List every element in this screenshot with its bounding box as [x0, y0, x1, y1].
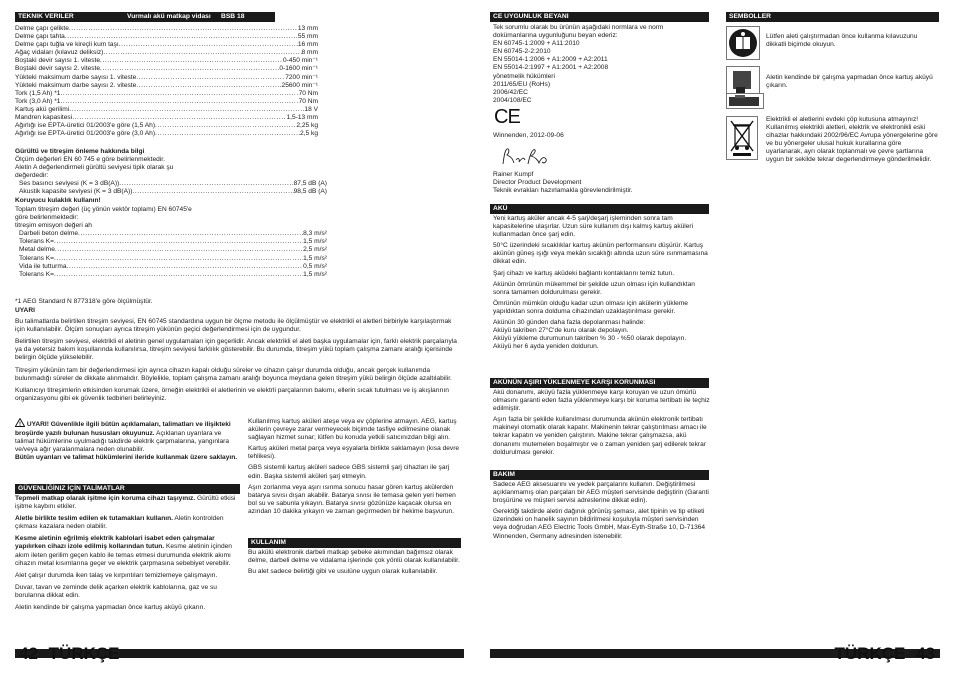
crossed-bin-icon — [726, 116, 758, 160]
data-row — [19, 255, 327, 263]
data-row — [15, 57, 318, 65]
text-line: dokümanlarına uygunluğunu beyan ederiz: — [493, 32, 618, 40]
text-line: Teknik evrakları hazırlamakla görevlendirilmiştir. — [493, 187, 633, 195]
safety-instruction — [15, 584, 241, 600]
dot-leader — [65, 33, 298, 41]
text-line: Rainer Kumpf — [493, 171, 534, 178]
row-label: Ağırlığı ise EPTA-üretici 01/2003'e göre (3,0 Ah) — [15, 130, 156, 138]
warning-triangle-icon — [15, 418, 25, 430]
text-line: Director Product Development — [493, 179, 582, 187]
text-line: 50°C üzerindeki sıcaklıklar kartuş akünün performansını düşürür. Kartuş akünün güneş ışığı veya mekân sıcaklığı altında uzun süre ısınmamasına dikkat edin. — [493, 242, 708, 266]
read-manual-icon — [726, 26, 760, 60]
data-row — [19, 271, 327, 279]
text-line: Ömrünün mümkün olduğu kadar uzun olması için akülerin yükleme yapıldıktan sonra dolduma cihazından uzaklaştırılması gerekir. — [493, 299, 688, 315]
dot-leader — [60, 90, 298, 98]
overload-text — [493, 389, 711, 460]
row-value: 1,5-13 mm — [286, 114, 318, 122]
text-line: Sadece AEG aksesuarını ve yedek parçalarını kullanın. Değiştirilmesi açıklanmamış olan parçaları bir AEG müşteri servisinde değiştirin (Garanti broşürüne ve müşteri servisi adreslerine dikkat edin). — [493, 481, 709, 505]
noise-table — [15, 180, 327, 196]
safety-instruction — [15, 572, 241, 580]
row-value: 1,5 m/s² — [303, 270, 327, 278]
dot-leader — [67, 263, 304, 271]
safety-instructions-header: GÜVENLİĞİNIZ İÇİN TALİMATLAR — [15, 484, 240, 494]
row-value: 87,5 dB (A) — [293, 180, 327, 188]
usage-text — [248, 549, 462, 579]
text-line: Belirtilen titreşim seviyesi, elektrikli el aletinin genel uygulamaları için geçerlidir. Ancak elektrikli el aleti başka uygulamalar için, farklı elektrik parçalarıyla ya da yetersiz bakım koşullarında kullanılırsa, titreşim seviyesi farklılık gösterebilir. Bu durumda, titreşim yükü toplam çalışma zamanı aralığı içerisinde belirgin ölçüde yükselebilir. — [15, 338, 457, 362]
dot-leader — [132, 188, 293, 196]
dot-leader — [119, 41, 298, 49]
row-label: Delme çapı tuğla ve kireçli kum taşı — [15, 41, 119, 49]
vibration-table — [15, 230, 327, 279]
text-line: Yeni kartuş aküler ancak 4-5 şarj/deşarj işleminden sonra tam kapasitelerine ulaşırlar. Uzun süre kullanım dışı kalmış kartuş aküleri kullanmadan önce şarj edin. — [493, 215, 694, 239]
data-row — [19, 180, 327, 188]
signer-block — [493, 171, 713, 195]
data-row — [15, 82, 318, 90]
text-line: yönetmelik hükümleri — [493, 72, 555, 80]
row-label: Tork (3,0 Ah) *1 — [15, 97, 61, 105]
text-line: Aletin A değerlendirmeli gürültü seviyesi tipik olarak şu — [15, 164, 174, 172]
data-row — [19, 246, 327, 254]
language-right: TÜRKÇE — [834, 644, 906, 663]
row-value: 1,5 m/s² — [303, 238, 327, 246]
text-line: göre belirlenmektedir: — [15, 214, 79, 222]
left-footer-label — [19, 645, 120, 663]
row-label: Vida ile tutturma — [19, 262, 67, 270]
safety-warning — [15, 418, 241, 462]
data-row — [19, 263, 327, 271]
row-label: Metal delme — [19, 246, 55, 254]
signature — [500, 146, 552, 171]
page-number-right: 43 — [916, 644, 935, 663]
text-line: EN 60745-2-2:2010 — [493, 48, 551, 56]
text-line: Gerektiği takdirde aletin dağınık görünüş şeması, alet tipinin ve tip etiketi üzerindeki on hanelik sayının bildirilmesi koşuluyla müşteri servisinden veya doğrudan AEG Electric Tools GmbH, Max-Eyth-Straße 10, D-71364 Winnenden, Germany adresinden istenebilir. — [493, 508, 706, 540]
row-label: Boştaki devir sayısı 1. viteste — [15, 57, 101, 65]
dot-leader — [100, 57, 283, 65]
safety-instruction — [15, 495, 241, 511]
symbol-disposal-text: Elektrikli el aletlerini evdeki çöp kutusuna atmayınız! Kullanılmış elektrikli aletleri, elektrik ve elektronikli eski cihazlar hakkındaki 2002/96/EC Avrupa yönergelerine göre ve bu yönergeler ulusal hukuk kurallarına göre uyarlanarak, ayrı olarak toplanmalı ve çevre şartlarına uygun bir sekilde tekrar degerlendirmeye gönderilmelidir. — [766, 116, 938, 164]
text-line: Ölçüm değerleri EN 60 745 e göre belirlenmektedir. — [15, 156, 165, 164]
safety-instructions — [15, 495, 241, 616]
instruction-text: Aletin kontrolden çıkması kazalara neden olabilir. — [15, 515, 224, 531]
row-label: Tork (1,5 Ah) *1 — [15, 89, 61, 97]
data-row — [15, 90, 318, 98]
data-row — [15, 49, 318, 57]
dot-leader — [155, 130, 300, 138]
row-value: 2,5 m/s² — [303, 246, 327, 254]
text-line: Bu alet sadece belirtiği gibi ve usulüne uygun olarak kullanılabilir. — [248, 568, 438, 576]
dot-leader — [155, 122, 296, 130]
row-label: Ses basıncı seviyesi (K = 3 dB(A)) — [19, 180, 120, 188]
data-row — [15, 25, 318, 33]
warning-title: UYARI — [15, 307, 35, 314]
instruction-bold: Aletle birlikte teslim edilen ek tutamakları kullanın. — [15, 515, 173, 523]
row-label: Yükteki maksimum darbe sayısı 1. viteste — [15, 73, 137, 81]
text-line: Akünün 30 günden daha fazla depolanması halinde: Aküyü takriben 27°C'de kuru olarak depolayın. Aküyü yükleme durumunun takriben % 30 - %50 olarak depolayın. Aküyü her 6 ayda yeniden doldurun. — [493, 319, 687, 351]
safety-instruction — [15, 604, 241, 612]
symbol-read-manual-text: Lütfen aleti çalıştırmadan önce kullanma kılavuzunu dikkatli biçimde okuyun. — [766, 33, 918, 49]
text-line: EN 55014-1:2006 + A1:2009 + A2:2011 — [493, 56, 608, 64]
dot-leader — [119, 180, 293, 188]
ce-declaration — [493, 24, 711, 105]
row-label: Delme çapı tahta — [15, 33, 65, 41]
row-label: Akustik kapasite seviyesi (K = 3 dB(A)) — [19, 188, 133, 196]
data-row — [15, 74, 318, 82]
data-row — [15, 65, 318, 73]
data-row — [15, 122, 318, 130]
row-value: 18 V — [304, 105, 318, 113]
row-label: Ağaç vidaları (kılavuz deliksiz) — [15, 49, 104, 57]
noise-title: Gürültü ve titreşim önleme hakkında bilgi — [15, 148, 145, 155]
row-label: Tolerans K= — [19, 270, 55, 278]
data-row — [15, 106, 318, 114]
text-line: GBS sistemli kartuş aküleri sadece GBS sistemli şarj cihazları ile şarj edin. Başka sistemli aküleri şarj etmeyin. — [248, 464, 450, 480]
data-row — [15, 130, 318, 138]
safety-instruction — [15, 515, 241, 531]
text-line: Aşırı fazla bir şekilde kullanılması durumunda akünün elektronik tertibatı makineyi otomatik olarak kapatır. Makinenin tekrar çalıştırılması amacı ile tekrar kapatın ve yeniden çalıştırın. Makine tekrar çalışmazsa, akü donanımı mutemelen boşalmıştır ve o zaman yeniden şarj edilerek tekrar doldurulması gerekir. — [493, 416, 707, 456]
battery-pack-icon — [726, 93, 764, 109]
row-label: Tolerans K= — [19, 238, 55, 246]
row-value: 2,25 kg — [296, 122, 318, 130]
ce-mark — [494, 107, 520, 127]
row-label: Mandren kapasitesi — [15, 114, 73, 122]
text-line: 2011/65/EU (RoHs) — [493, 80, 551, 88]
dot-leader — [72, 114, 286, 122]
data-row — [15, 98, 318, 106]
warning-section — [15, 307, 463, 407]
row-value: 8,3 m/s² — [303, 230, 327, 238]
dot-leader — [54, 238, 303, 246]
text-line: Kullanılmış kartuş aküleri ateşe veya ev çöplerine atmayın. AEG, kartuş akülerin çevreye zarar vermeyecek biçimde tasfiye edilmesine olanak sağlayan hizmet sunar; lütfen bu konuda yetkili satıcınızdan bilgi alın. — [248, 418, 457, 442]
vibration-intro — [15, 206, 327, 230]
row-value: 0-450 min⁻¹ — [283, 57, 318, 65]
safety-text: Açıklanan uyarılara ve talimat hükümlerine uyulmadığı takdirde elektrik çarpmalarına, yangınlara ve/veya ağır yaralanmalara neden olunabilir. — [15, 430, 230, 454]
row-label: Darbeli beton delme — [19, 230, 79, 238]
row-value: 0-1600 min⁻¹ — [279, 65, 318, 73]
language-left: TÜRKÇE — [48, 644, 120, 663]
tech-data-model: BSB 18 — [221, 13, 245, 20]
row-value: 7200 min⁻¹ — [285, 73, 318, 81]
warning-paragraphs — [15, 318, 463, 403]
dot-leader — [54, 271, 303, 279]
text-line: 2006/42/EC — [493, 88, 528, 96]
dot-leader — [54, 255, 303, 263]
row-value: 8 mm — [301, 49, 318, 57]
dot-leader — [60, 98, 298, 106]
tech-data-title: TEKNIK VERILER — [18, 13, 74, 20]
text-line: Toplam titreşim değeri (üç yönün vektör toplamı) EN 60745'e — [15, 206, 192, 213]
instruction-text: Kesme aletinin içinden akım ileten gerilim geçen kablo ile temas etmesi durumunda elektrik akımı cihazın metal kısımlarına geçer ve elektrik çarpmasına sebebiyet verebilir. — [15, 543, 232, 567]
row-label: Yükteki maksimum darbe sayısı 2. viteste — [15, 81, 137, 89]
row-label: Ağırlığı ise EPTA-üretici 01/2003'e göre (1,5 Ah) — [15, 122, 156, 130]
data-row — [19, 230, 327, 238]
dot-leader — [69, 106, 304, 114]
right-footer-label — [835, 645, 936, 663]
dot-leader — [136, 82, 281, 90]
dot-leader — [100, 65, 279, 73]
dot-leader — [103, 49, 301, 57]
row-value: 70 Nm — [298, 97, 318, 105]
tech-data-product: Vurmalı akü matkap vidası — [127, 13, 211, 20]
row-label: Boştaki devir sayısı 2. viteste — [15, 65, 101, 73]
page-number-left: 42 — [19, 644, 38, 663]
row-value: 0,5 m/s² — [303, 262, 327, 270]
row-value: 70 Nm — [298, 89, 318, 97]
text-line: Akünün ömrünün mükemmel bir şekilde uzun olması için kullandıktan sonra tamamen doldurulması gerekir. — [493, 280, 695, 296]
row-value: 2,5 kg — [300, 130, 318, 138]
row-value: 16 mm — [297, 41, 318, 49]
instruction-text: Duvar, tavan ve zeminde delik açarken elektrik kablolarına, gaz ve su borularına dikkat edin. — [15, 583, 217, 599]
maintenance-text — [493, 481, 711, 544]
usage-header: KULLANIM — [248, 538, 461, 548]
text-line: Akü donanımı, aküyü fazla yüklenmeye karşı koruyan ve uzun ömürlü olmasını garanti eden fazla yüklenmeye karşı bir koruma tertibatı ile teçhiz edilmiştir. — [493, 389, 710, 413]
svg-text:!: ! — [19, 421, 21, 427]
text-line: Kullanıcıyı titreşimlerin etkisinden korumak üzere, örneğin elektrikli el aletlerinin ve elektrli parçalarının bakımı, ellerin sıcak tutulması ve iş akışlarının organizasyonu gibi ek güvenlik tedbirleri belirleyiniz. — [15, 386, 449, 402]
dot-leader — [78, 230, 303, 238]
vibration-section — [15, 206, 327, 279]
ear-protection-note: Koruyucu kulaklık kullanın! — [15, 196, 101, 204]
battery-header: AKÜ — [490, 204, 709, 214]
text-line: EN 55014-2:1997 + A1:2001 + A2:2008 — [493, 64, 609, 72]
instruction-bold: Kesme aletinin eğrilmiş elektrik kablolari isabet eden çalışmalar yapılırken cihazı izole edilmiş kollarından tutun. — [15, 535, 215, 551]
instruction-text: Alet çalışır durumda iken talaş ve kırpıntıları temizlemeye çalışmayın. — [15, 571, 218, 579]
safety-bold-text: UYARI! Güvenlikle ilgili bütün açıklamaları, talimatları ve ilişikteki broşürde yazılı bulunan hususları okuyunuz. — [15, 421, 231, 438]
dot-leader — [69, 25, 298, 33]
row-value: 1,5 m/s² — [303, 254, 327, 262]
text-line: Aşırı zorlanma veya aşırı ısınma sonucu hasar gören kartuş akülerden batarya sıvısı dışarı akabilir. Batarya sıvısı ile temasa gelen yeri hemen bol su ve sabunla yıkayın. Batarya sıvısı gözünüze kaçacak olursa en azından 10 dakika yıkayın ve zaman geçirmeden bir hekime başvurun. — [248, 483, 456, 515]
row-value: 55 mm — [297, 33, 318, 41]
spec-table — [15, 25, 318, 138]
place-date: Winnenden, 2012-09-06 — [493, 132, 564, 139]
maintenance-header: BAKIM — [490, 470, 709, 480]
instruction-text: Aletin kendinde bir çalışma yapmadan önce kartuş aküyü çıkarın. — [15, 604, 206, 612]
text-line: Titreşim yükünün tam bir değerlendirmesi için ayrıca cihazın kapalı olduğu süreler ve cihazın çalışır durumda olduğu, ancak gerçek kullanımda bulunmadığı süreler de dikkate alınmalıdır. Böylelikle, toplam çalışma zamanı aralığı boyunca meydana gelen titreşim yükü belirgin ölçüde azaltılabilir. — [15, 366, 452, 382]
text-line: EN 60745-1:2009 + A11:2010 — [493, 40, 580, 48]
text-line: Tek sorumlu olarak bu ürünün aşağıdaki normlara ve norm — [493, 24, 664, 31]
text-line: Kartuş aküleri metal parça veya eşyalarla birlikte saklamayın (kısa devre tehlikesi). — [248, 445, 460, 461]
battery-text — [493, 215, 711, 354]
text-line: Bu talimatlarda belirtilen titreşim seviyesi, EN 60745 standardına uygun bir ölçme metodu ile ölçülmüştür ve elektrikli el aletleri birbiriyle karşılaştırmak için kullanılabilir. Ölçüm sonuçları ayrıca titreşim yükünün geçici değerlendirmesi için de uygundur. — [15, 318, 452, 334]
text-line: değerdedir: — [15, 172, 49, 180]
row-label: Kartuş akü gerilimi — [15, 105, 70, 113]
symbols-header: SEMBOLLER — [726, 12, 939, 22]
data-row — [19, 188, 327, 196]
text-line: titreşim emisyon değeri ah — [15, 222, 92, 230]
data-row — [19, 238, 327, 246]
row-value: 25600 min⁻¹ — [281, 81, 318, 89]
row-value: 98,5 dB (A) — [293, 188, 327, 196]
symbol-remove-battery-text: Aletin kendinde bir çalışma yapmadan önce kartuş aküyü çıkarın. — [766, 74, 933, 90]
data-row — [15, 33, 318, 41]
row-label: Tolerans K= — [19, 254, 55, 262]
data-row — [15, 114, 318, 122]
ce-header: CE UYGUNLUK BEYANI — [490, 12, 709, 22]
noise-section — [15, 148, 327, 205]
battery-notes-column — [248, 418, 462, 519]
data-row — [15, 41, 318, 49]
row-label: Delme çapı çelikte — [15, 25, 69, 32]
noise-intro — [15, 156, 327, 180]
ce-mark-text: CE — [494, 106, 520, 128]
instruction-text: Gürültü etkisi işitme kaybını etkiler. — [15, 495, 236, 511]
overload-header: AKÜNÜN AŞIRI YÜKLENMEYE KARŞI KORUNMASI — [490, 378, 709, 388]
footnote: *1 AEG Standard N 877318'e göre ölçülmüştür. — [15, 298, 153, 305]
tech-data-header — [15, 12, 275, 22]
text-line: Şarj cihazı ve kartuş aküdeki bağlantı kontaklarını temiz tutun. — [493, 269, 675, 277]
dot-leader — [136, 74, 285, 82]
safety-keep-text: Bütün uyarıları ve talimat hükümlerini ileride kullanmak üzere saklayın. — [15, 454, 238, 462]
safety-instruction — [15, 535, 241, 567]
text-line: 2004/108/EC — [493, 96, 532, 104]
text-line: Bu akülü elektronik darbeli matkap şebeke akımından bağımsız olarak delme, darbeli delme ve vidalama işlerinde çok yönlü olarak kullanılabilir. — [248, 549, 460, 565]
row-value: 13 mm — [297, 25, 318, 32]
instruction-bold: Tepmeli matkap olarak işitme için koruma cihazı taşıyınız. — [15, 495, 196, 502]
dot-leader — [55, 246, 303, 254]
